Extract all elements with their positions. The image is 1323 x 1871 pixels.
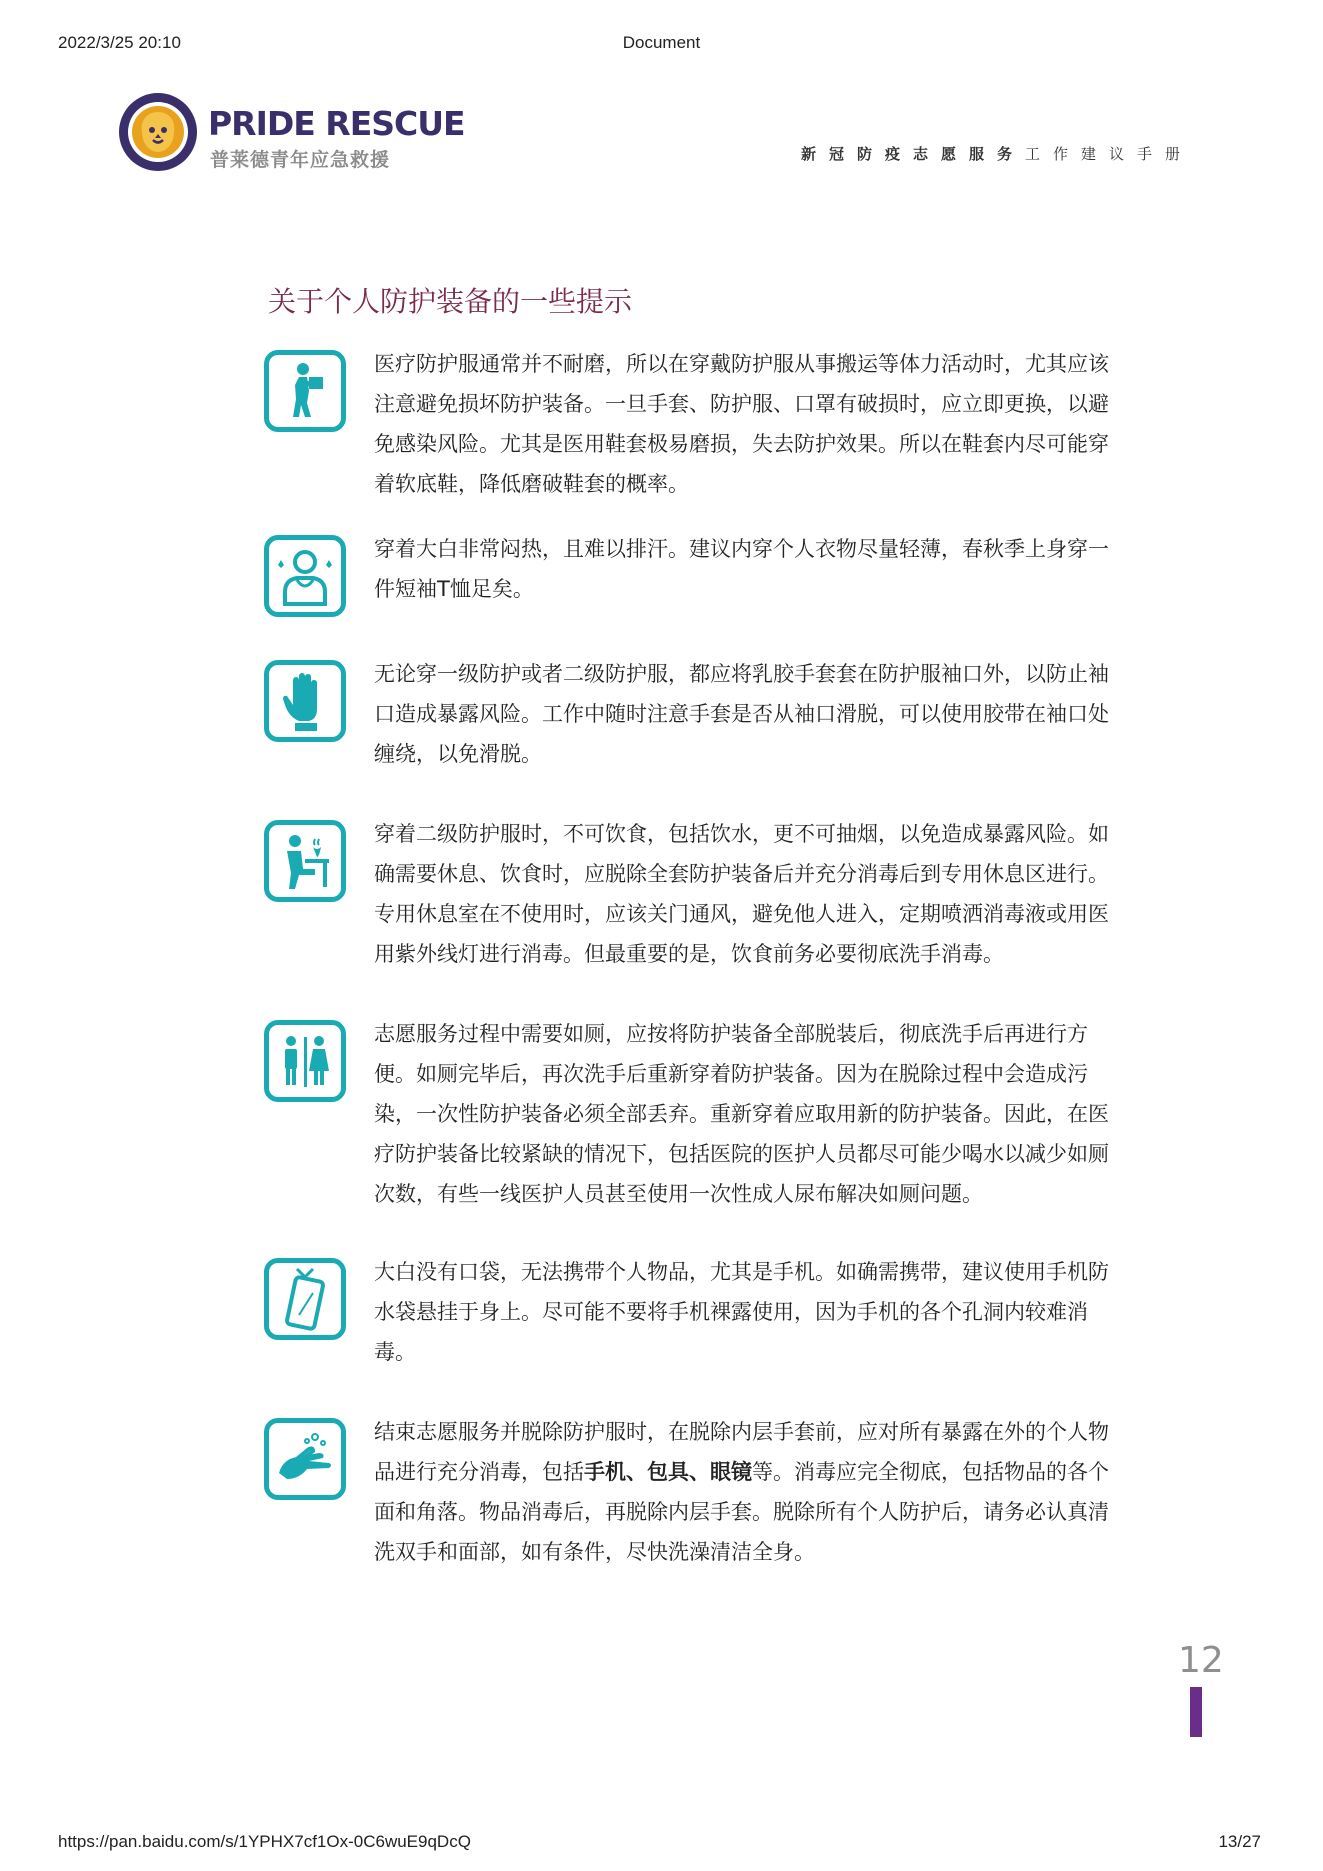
print-url: https://pan.baidu.com/s/1YPHX7cf1Ox-0C6wuE9qDcQ (58, 1832, 471, 1851)
tip-text: 大白没有口袋，无法携带个人物品，尤其是手机。如确需携带，建议使用手机防水袋悬挂于身上。尽可能不要将手机裸露使用，因为手机的各个孔洞内较难消毒。 (374, 1260, 1109, 1364)
tip-text (374, 1412, 1129, 1572)
restroom-icon (264, 1020, 346, 1102)
brand-name-cn: 普莱德青年应急救援 (210, 149, 391, 171)
tip-text-part: 结束志愿服务并脱除防护服时，在脱除内层手套前，应对所有暴露在外的个人物品进行充分消毒，包括 (374, 1420, 1109, 1484)
lion-crest-icon (118, 92, 198, 172)
person-carrying-box-icon (264, 350, 346, 432)
hand-washing-icon (264, 1418, 346, 1500)
tip-text: 穿着二级防护服时，不可饮食，包括饮水，更不可抽烟，以免造成暴露风险。如确需要休息、饮食时，应脱除全套防护装备后并充分消毒后到专用休息区进行。专用休息室在不使用时，应该关门通风，避免他人进入，定期喷洒消毒液或用医用紫外线灯进行消毒。但最重要的是，饮食前务必要彻底洗手消毒。 (374, 822, 1109, 966)
tip-text: 穿着大白非常闷热，且难以排汗。建议内穿个人衣物尽量轻薄，春秋季上身穿一件短袖T恤足矣。 (374, 537, 1109, 601)
glove-hand-icon (264, 660, 346, 742)
brand-name-en: PRIDE RESCUE (208, 104, 465, 143)
tip-text: 医疗防护服通常并不耐磨，所以在穿戴防护服从事搬运等体力活动时，尤其应该注意避免损坏防护装备。一旦手套、防护服、口罩有破损时，应立即更换，以避免感染风险。尤其是医用鞋套极易磨损，失去防护效果。所以在鞋套内尽可能穿着软底鞋，降低磨破鞋套的概率。 (374, 352, 1109, 496)
phone-lanyard-icon (264, 1258, 346, 1340)
section-title: 关于个人防护装备的一些提示 (268, 285, 633, 318)
manual-title-bold: 新冠防疫志愿服务 (800, 145, 1025, 163)
print-date: 2022/3/25 20:10 (58, 33, 181, 52)
manual-title (801, 143, 1193, 164)
print-page-count: 13/27 (1218, 1832, 1261, 1851)
print-title: Document (622, 33, 701, 52)
sweating-person-icon (264, 535, 346, 617)
tip-text-part: 等。消毒应完全彻底，包括物品的各个面和角落。物品消毒后，再脱除内层手套。脱除所有个人防护后，请务必认真清洗双手和面部，如有条件，尽快洗澡清洁全身。 (374, 1460, 1109, 1564)
page-number-bar (1190, 1687, 1202, 1737)
manual-title-regular: 工作建议手册 (1024, 145, 1193, 163)
person-eating-icon (264, 820, 346, 902)
page-number: 12 (1178, 1640, 1224, 1681)
tip-text: 无论穿一级防护或者二级防护服，都应将乳胶手套套在防护服袖口外，以防止袖口造成暴露风险。工作中随时注意手套是否从袖口滑脱，可以使用胶带在袖口处缠绕，以免滑脱。 (374, 662, 1109, 766)
tip-text-bold: 手机、包具、眼镜 (584, 1460, 752, 1484)
tip-text: 志愿服务过程中需要如厕，应按将防护装备全部脱装后，彻底洗手后再进行方便。如厕完毕后，再次洗手后重新穿着防护装备。因为在脱除过程中会造成污染，一次性防护装备必须全部丢弃。重新穿着应取用新的防护装备。因此，在医疗防护装备比较紧缺的情况下，包括医院的医护人员都尽可能少喝水以减少如厕次数，有些一线医护人员甚至使用一次性成人尿布解决如厕问题。 (374, 1022, 1109, 1206)
